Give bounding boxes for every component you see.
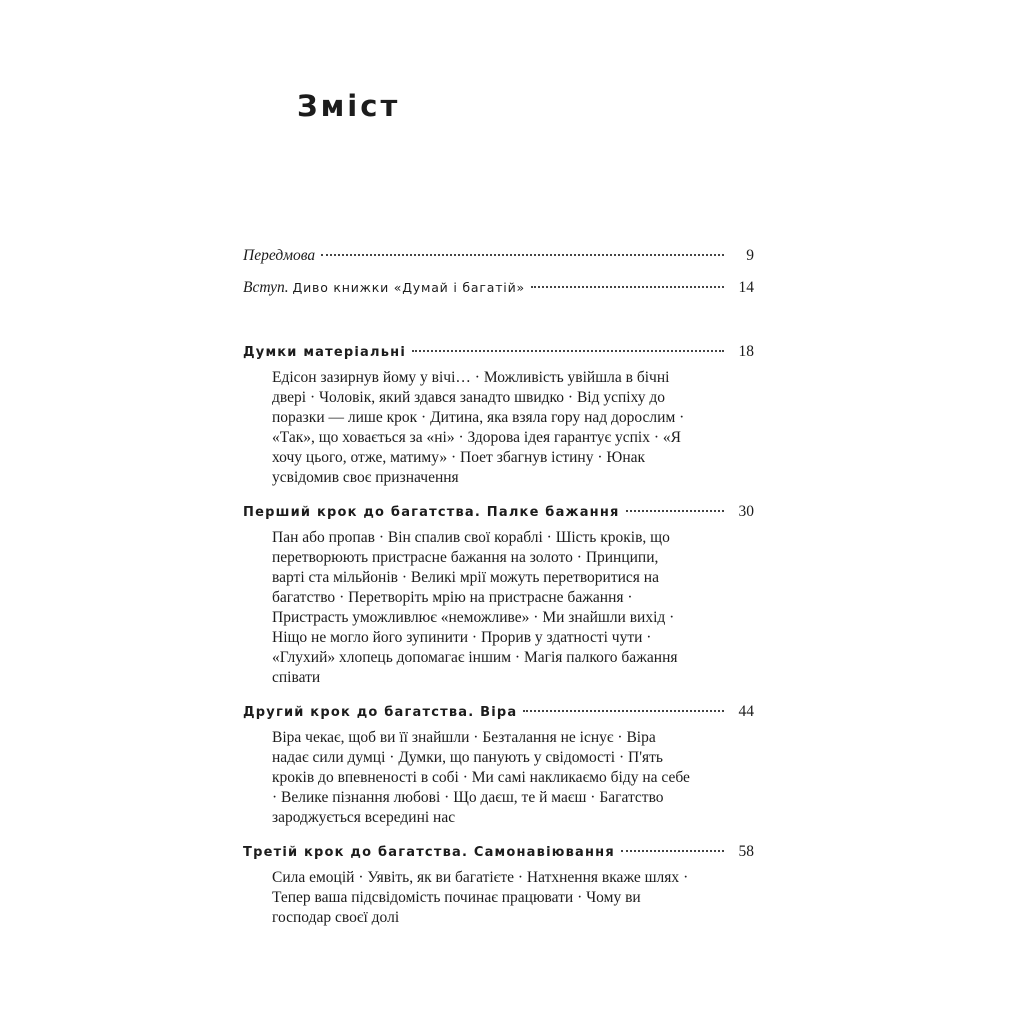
topic-item: Віра надає сили думці · — [272, 729, 656, 766]
page-number: 9 — [746, 247, 754, 264]
page-number: 18 — [738, 343, 754, 360]
topic-item: Віра чекає, щоб ви її знайшли · — [272, 729, 482, 746]
topic-item: Безталання не існує · — [482, 729, 626, 746]
chapter-block — [243, 502, 754, 688]
topic-item: Ми знайшли вихід · — [542, 609, 674, 626]
topic-item: Велике пізнання любові · — [281, 789, 453, 806]
entry-label-title: Диво книжки «Думай і багатій» — [292, 280, 525, 295]
page-number: 44 — [738, 703, 754, 720]
topic-item: Він спалив свої кораблі · — [388, 529, 556, 546]
chapter-title: Третій крок до багатства. Самонавіювання — [243, 845, 615, 860]
topic-item: Від успіху до поразки — лише крок · — [272, 389, 665, 426]
topic-item: «Глухий» хлопець допомагає іншим · — [272, 649, 524, 666]
topic-item: Тепер ваша підсвідомість починає працювати · — [272, 889, 586, 906]
topic-item: Чому ви господар своєї долі — [272, 889, 641, 926]
page-number: 58 — [738, 843, 754, 860]
topic-item: Пан або пропав · — [272, 529, 388, 546]
dot-leader — [412, 350, 724, 352]
chapter-block — [243, 342, 754, 488]
topic-item: Шість кроків, що перетворюють пристрасне бажання на золото · — [272, 529, 670, 566]
topic-item: Юнак усвідомив своє призначення — [272, 449, 646, 486]
topic-item: Магія палкого бажання співати — [272, 649, 678, 686]
page-number: 30 — [738, 503, 754, 520]
topic-item: Перетворіть мрію на пристрасне бажання · — [348, 589, 632, 606]
chapter-entry[interactable] — [243, 842, 754, 862]
chapter-title: Другий крок до багатства. Віра — [243, 705, 518, 720]
dot-leader — [531, 286, 724, 288]
topic-item: Чоловік, який здався занадто швидко · — [319, 389, 577, 406]
toc-entry-introduction[interactable] — [243, 278, 754, 298]
topic-item: Ми самі накликаємо біду на себе · — [272, 769, 690, 806]
topic-item: Багатство зароджується всередині нас — [272, 789, 664, 826]
topic-item: Сила емоцій · — [272, 869, 367, 886]
table-of-contents — [243, 246, 754, 928]
entry-label — [243, 246, 315, 266]
topic-item: Натхнення вкаже шлях · — [527, 869, 688, 886]
topic-item: Принципи, варті ста мільйонів · — [272, 549, 658, 586]
chapter-entry[interactable] — [243, 502, 754, 522]
page-number: 14 — [738, 279, 754, 296]
entry-label-italic: Передмова — [243, 247, 316, 264]
topic-item: «Я хочу цього, отже, матиму» · — [272, 429, 681, 466]
entry-label-italic: Вступ. — [243, 279, 289, 296]
topic-item: Едісон зазирнув йому у вічі… · — [272, 369, 484, 386]
chapter-title: Перший крок до багатства. Палке бажання — [243, 505, 620, 520]
topic-item: Що даєш, те й маєш · — [453, 789, 599, 806]
topic-item: Дитина, яка взяла гору над дорослим · — [430, 409, 684, 426]
dot-leader — [523, 710, 724, 712]
chapter-topics — [272, 368, 690, 488]
toc-entry-preface[interactable] — [243, 246, 754, 266]
chapter-entry[interactable] — [243, 342, 754, 362]
topic-item: Уявіть, як ви багатієте · — [367, 869, 527, 886]
topic-item: Поет збагнув істину · — [460, 449, 606, 466]
topic-item: Можливість увійшла в бічні двері · — [272, 369, 669, 406]
topic-item: П'ять кроків до впевненості в собі · — [272, 749, 663, 786]
topic-item: Великі мрії можуть перетворитися на багатство · — [272, 569, 659, 606]
chapter-block — [243, 702, 754, 828]
dot-leader — [321, 254, 724, 256]
dot-leader — [621, 850, 724, 852]
page-title: Зміст — [297, 89, 401, 123]
dot-leader — [626, 510, 724, 512]
chapter-topics — [272, 528, 690, 688]
topic-item: Ніщо не могло його зупинити · — [272, 629, 481, 646]
chapter-title: Думки матеріальні — [243, 345, 407, 360]
topic-item: Здорова ідея гарантує успіх · — [468, 429, 663, 446]
topic-item: Прорив у здатності чути · — [481, 629, 651, 646]
topic-item: Думки, що панують у свідомості · — [398, 749, 628, 766]
chapter-block — [243, 842, 754, 928]
topic-item: «Так», що ховається за «ні» · — [272, 429, 468, 446]
entry-label — [243, 278, 525, 298]
chapter-topics — [272, 868, 690, 928]
chapter-entry[interactable] — [243, 702, 754, 722]
chapter-topics — [272, 728, 690, 828]
topic-item: Пристрасть уможливлює «неможливе» · — [272, 609, 542, 626]
